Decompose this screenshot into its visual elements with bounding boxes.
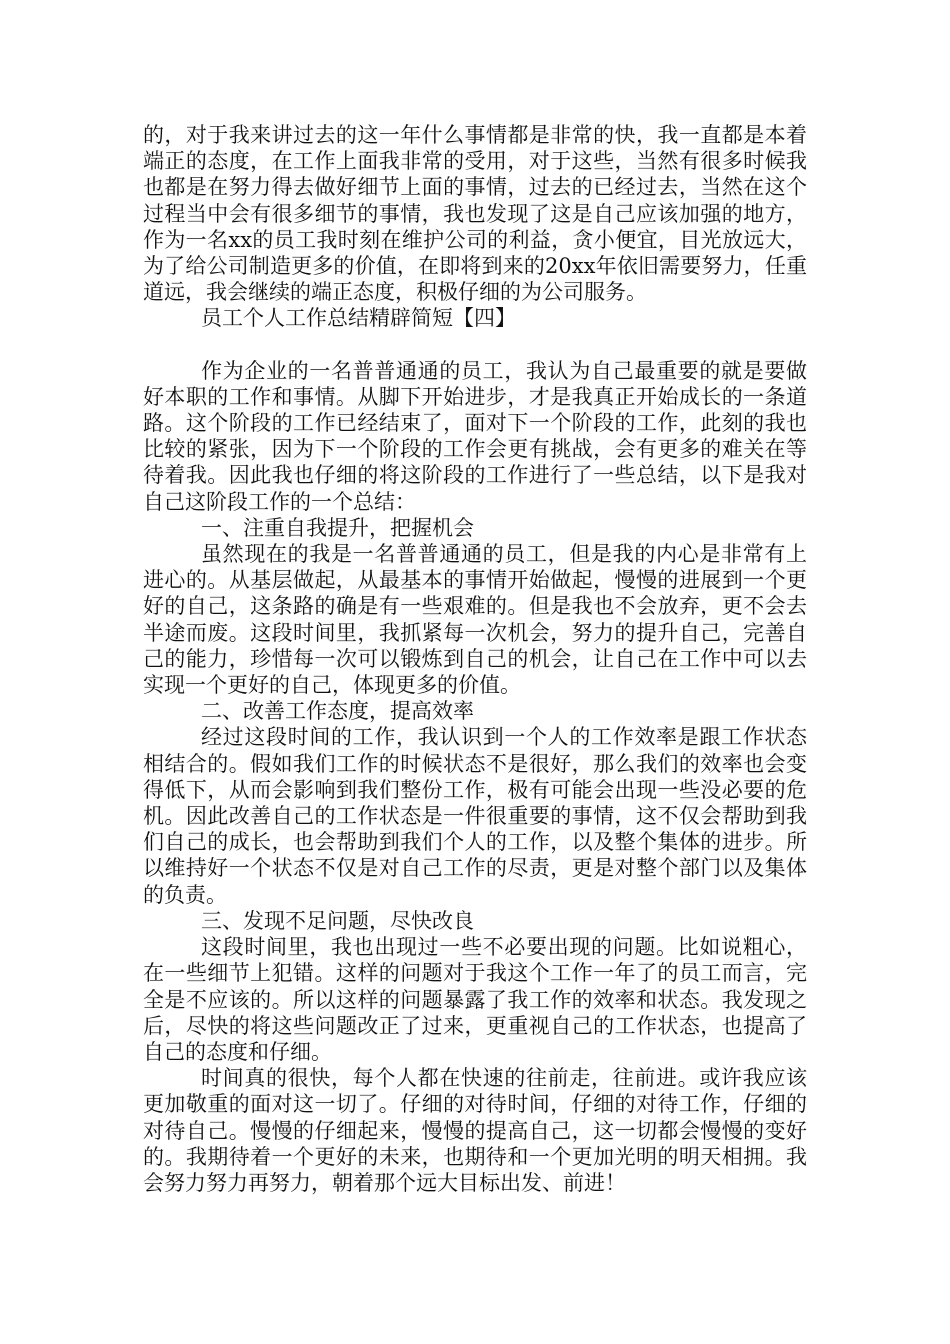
section-title: 员工个人工作总结精辟简短【四】 bbox=[201, 306, 516, 331]
paragraph-self-improvement: 虽然现在的我是一名普普通通的员工，但是我的内心是非常有上进心的。从基层做起，从最基本的事情开始做起，慢慢的进展到一个更好的自己，这条路的确是有一些艰难的。但是我也不会放弃，更不会去半途而废。这段时间里，我抓紧每一次机会，努力的提升自己，完善自己的能力，珍惜每一次可以锻炼到自己的机会，让自己在工作中可以去实现一个更好的自己，体现更多的价值。 bbox=[143, 542, 807, 698]
paragraph-intro-continuation: 的，对于我来讲过去的这一年什么事情都是非常的快，我一直都是本着端正的态度，在工作上面我非常的受用，对于这些，当然有很多时候我也都是在努力得去做好细节上面的事情，过去的已经过去，当然在这个过程当中会有很多细节的事情，我也发现了这是自己应该加强的地方，作为一名xx的员工我时刻在维护公司的利益，贪小便宜，目光放远大，为了给公司制造更多的价值，在即将到来的20xx年依旧需要努力，任重道远，我会继续的端正态度，积极仔细的为公司服务。 bbox=[143, 123, 807, 305]
heading-three: 三、发现不足问题，尽快改良 bbox=[201, 908, 474, 933]
heading-one: 一、注重自我提升，把握机会 bbox=[201, 515, 474, 540]
paragraph-shortcomings: 这段时间里，我也出现过一些不必要出现的问题。比如说粗心，在一些细节上犯错。这样的问题对于我这个工作一年了的员工而言，完全是不应该的。所以这样的问题暴露了我工作的效率和状态。我发现之后，尽快的将这些问题改正了过来，更重视自己的工作状态，也提高了自己的态度和仔细。 bbox=[143, 935, 807, 1064]
heading-two: 二、改善工作态度，提高效率 bbox=[201, 699, 474, 724]
paragraph-closing: 时间真的很快，每个人都在快速的往前走，往前进。或许我应该更加敬重的面对这一切了。仔细的对待时间，仔细的对待工作，仔细的对待自己。慢慢的仔细起来，慢慢的提高自己，这一切都会慢慢的变好的。我期待着一个更好的未来，也期待和一个更加光明的明天相拥。我会努力努力再努力，朝着那个远大目标出发、前进！ bbox=[143, 1066, 807, 1195]
document-page bbox=[143, 122, 807, 1196]
paragraph-work-attitude: 经过这段时间的工作，我认识到一个人的工作效率是跟工作状态相结合的。假如我们工作的时候状态不是很好，那么我们的效率也会变得低下，从而会影响到我们整份工作，极有可能会出现一些没必要的危机。因此改善自己的工作状态是一件很重要的事情，这不仅会帮助到我们自己的成长，也会帮助到我们个人的工作，以及整个集体的进步。所以维持好一个状态不仅是对自己工作的尽责，更是对整个部门以及集体的负责。 bbox=[143, 725, 807, 907]
paragraph-opening: 作为企业的一名普普通通的员工，我认为自己最重要的就是要做好本职的工作和事情。从脚下开始进步，才是我真正开始成长的一条道路。这个阶段的工作已经结束了，面对下一个阶段的工作，此刻的我也比较的紧张，因为下一个阶段的工作会更有挑战，会有更多的难关在等待着我。因此我也仔细的将这阶段的工作进行了一些总结，以下是我对自己这阶段工作的一个总结： bbox=[143, 358, 807, 514]
